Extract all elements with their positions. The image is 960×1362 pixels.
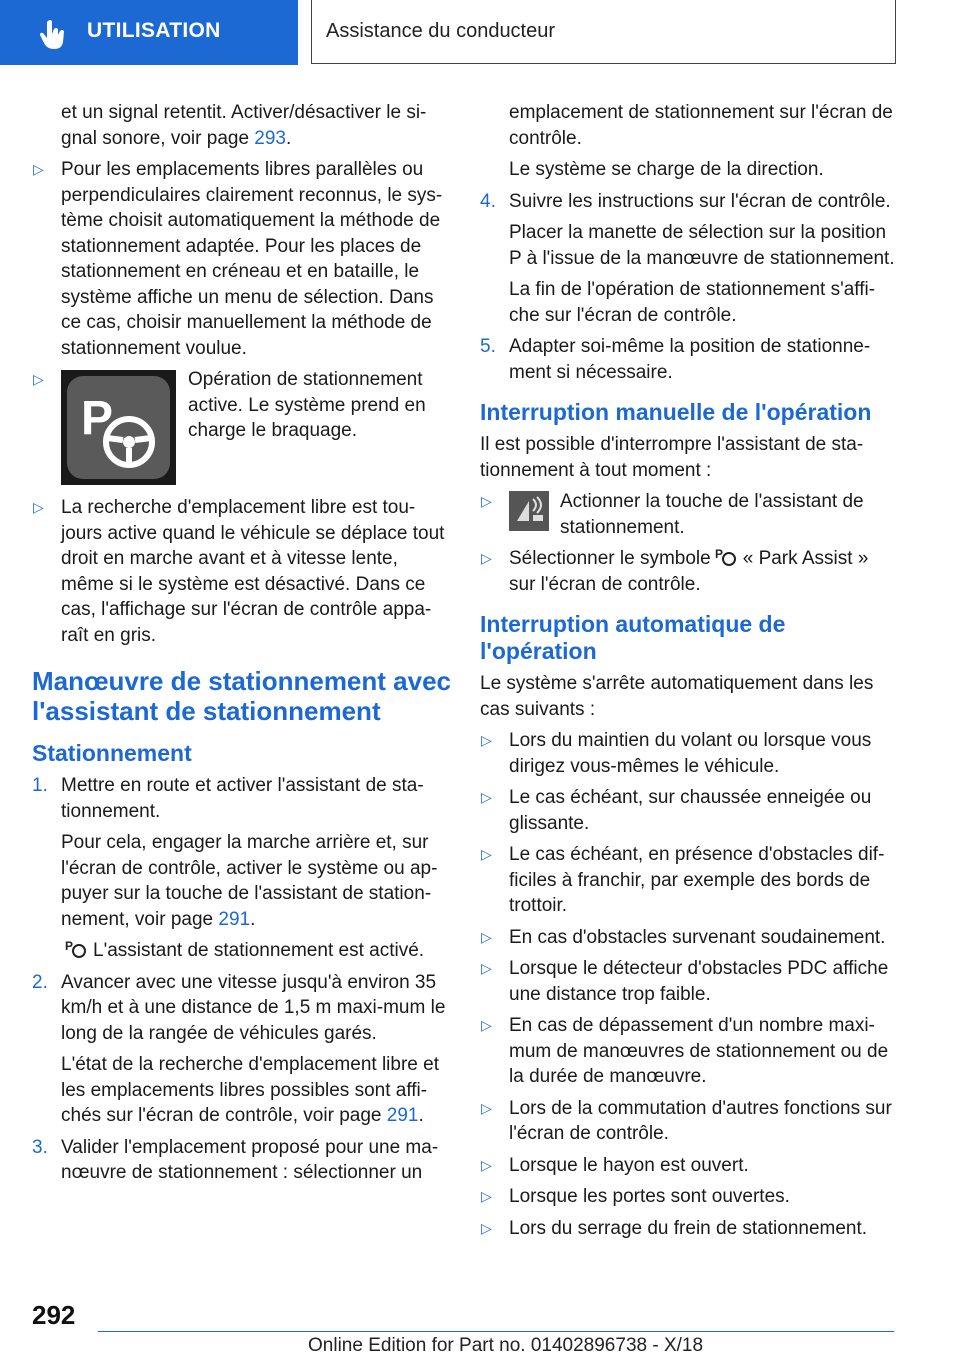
park-assist-icon	[715, 546, 737, 566]
footer-divider	[98, 1331, 894, 1332]
chapter-header	[311, 0, 896, 64]
list-item: ▷ Lorsque le détecteur d'obstacles PDC affiche une distance trop faible.	[481, 958, 889, 1005]
list-item	[480, 489, 900, 540]
bullet-marker: ▷	[33, 499, 44, 515]
chapter-title: Assistance du conducteur	[326, 20, 556, 42]
step-item: 4. Suivre les instructions sur l'écran de contrôle.	[480, 189, 900, 215]
subsection-heading: Interruption manuelle de l'opération	[480, 399, 872, 425]
bullet-marker: ▷	[481, 1017, 492, 1033]
continued-paragraph: et un signal retentit. Activer/désactiver le si-gnal sonore, voir page 293.	[61, 102, 427, 149]
svg-text:P: P	[81, 392, 114, 445]
bullet-marker: ▷	[481, 1099, 492, 1116]
bullet-marker: ▷	[33, 371, 44, 387]
subsection-heading: Stationnement	[32, 740, 192, 766]
section-heading: Manœuvre de stationnement avec l'assistant de stationnement	[32, 666, 451, 726]
bullet-marker: ▷	[481, 732, 492, 748]
step-paragraph: La fin de l'opération de stationnement s'affi-che sur l'écran de contrôle.	[509, 279, 876, 326]
step-paragraph: L'état de la recherche d'emplacement libre et les emplacements libres possibles sont affi-chés sur l'écran de contrôle, voir page 291.	[61, 1054, 439, 1126]
subsection-heading: Interruption automatique de l'opération	[480, 611, 786, 664]
page-link-291[interactable]: 291	[218, 908, 251, 930]
step-item: 5. Adapter soi-même la position de stationne-ment si nécessaire.	[480, 336, 871, 383]
list-item: ▷ Sélectionner le symbole P « Park Assist » sur l'écran de contrôle.	[481, 547, 869, 595]
bullet-marker: ▷	[481, 493, 492, 509]
svg-text:P: P	[714, 547, 723, 561]
bullet-text: Actionner la touche de l'assistant de stationnement.	[560, 491, 864, 538]
auto-interruption-list	[480, 728, 900, 1241]
list-item: ▷ Pour les emplacements libres parallèles ou perpendiculaires clairement reconnus, le sys-tème choisit automatiquement la méthode de stationnement adaptée. Pour les places de stationnement en créneau et en bataille, le système affiche un menu de sélection. Dans ce cas, choisir manuellement la méthode de stationnement voulue.	[33, 159, 443, 359]
step-item: 1. Mettre en route et activer l'assistant de sta-tionnement.	[32, 775, 424, 822]
list-item: ▷ Lors du serrage du frein de stationnement.	[480, 1216, 900, 1242]
bullet-marker: ▷	[481, 550, 492, 566]
step-item: 3. Valider l'emplacement proposé pour une ma-nœuvre de stationnement : sélectionner un	[32, 1136, 439, 1183]
bullet-marker: ▷	[481, 1188, 492, 1204]
intro-paragraph: Il est possible d'interrompre l'assistant de sta-tionnement à tout moment :	[480, 434, 864, 481]
intro-paragraph: Le système s'arrête automatiquement dans les cas suivants :	[480, 673, 874, 720]
step-number: 4.	[480, 190, 496, 212]
bullet-text: Opération de stationnement active. Le système prend en charge le braquage.	[188, 369, 426, 441]
left-column	[32, 100, 452, 1192]
park-assist-steering-icon	[61, 370, 176, 485]
park-assist-button-icon	[509, 491, 549, 531]
svg-text:P: P	[65, 939, 74, 953]
list-item: ▷ En cas d'obstacles survenant soudainement.	[480, 925, 900, 951]
step-item: 2. Avancer avec une vitesse jusqu'à environ 35 km/h et à une distance de 1,5 m maxi-mum le long de la rangée de véhicules garés.	[32, 971, 446, 1044]
right-column	[480, 100, 900, 1247]
bullet-marker: ▷	[33, 161, 44, 177]
step-paragraph: P L'assistant de stationnement est activé.	[65, 939, 425, 961]
hand-icon	[36, 18, 70, 52]
bullet-marker: ▷	[481, 1219, 492, 1236]
list-item: ▷ La recherche d'emplacement libre est tou-jours active quand le véhicule se déplace tout droit en marche avant et à vitesse lente, même si le système est désactivé. Dans ce cas, l'affichage sur l'écran de contrôle appa-raît en gris.	[33, 497, 445, 646]
bullet-marker: ▷	[481, 789, 492, 805]
list-item: ▷ Lors du maintien du volant ou lorsque vous dirigez vous-mêmes le véhicule.	[481, 730, 872, 777]
bullet-marker: ▷	[481, 928, 492, 945]
step-paragraph: emplacement de stationnement sur l'écran de contrôle.	[509, 102, 893, 149]
section-tab[interactable]	[0, 0, 298, 65]
page-link-291[interactable]: 291	[386, 1105, 419, 1126]
step-number: 5.	[480, 336, 496, 357]
step-number: 3.	[32, 1136, 48, 1158]
list-item: ▷ Lorsque le hayon est ouvert.	[480, 1153, 900, 1179]
bullet-marker: ▷	[481, 960, 492, 976]
step-paragraph: Placer la manette de sélection sur la position P à l'issue de la manœuvre de stationnement.	[509, 222, 895, 269]
bullet-marker: ▷	[481, 1156, 492, 1173]
list-item	[32, 367, 452, 489]
park-assist-icon	[65, 938, 87, 958]
list-item: ▷ En cas de dépassement d'un nombre maxi-mum de manœuvres de stationnement ou de la durée de manœuvre.	[481, 1015, 889, 1087]
step-number: 1.	[32, 775, 48, 796]
page-link-293[interactable]: 293	[254, 127, 286, 149]
page-number: 292	[32, 1300, 76, 1330]
step-paragraph: Pour cela, engager la marche arrière et, sur l'écran de contrôle, activer le système ou ap-puyer sur la touche de l'assistant de station-nement, voir page 291.	[61, 832, 438, 930]
list-item: ▷ Le cas échéant, en présence d'obstacles dif-ficiles à franchir, par exemple des bords de trottoir.	[481, 844, 885, 916]
edition-note: Online Edition for Part no. 01402896738 - X/18	[308, 1335, 704, 1356]
step-paragraph: Le système se charge de la direction.	[509, 159, 824, 180]
list-item: ▷ Lorsque les portes sont ouvertes.	[480, 1184, 900, 1210]
step-number: 2.	[32, 971, 48, 993]
section-label: UTILISATION	[87, 19, 221, 42]
list-item: ▷ Lors de la commutation d'autres fonctions sur l'écran de contrôle.	[481, 1097, 892, 1144]
bullet-marker: ▷	[481, 846, 492, 862]
list-item: ▷ Le cas échéant, sur chaussée enneigée ou glissante.	[481, 787, 872, 834]
